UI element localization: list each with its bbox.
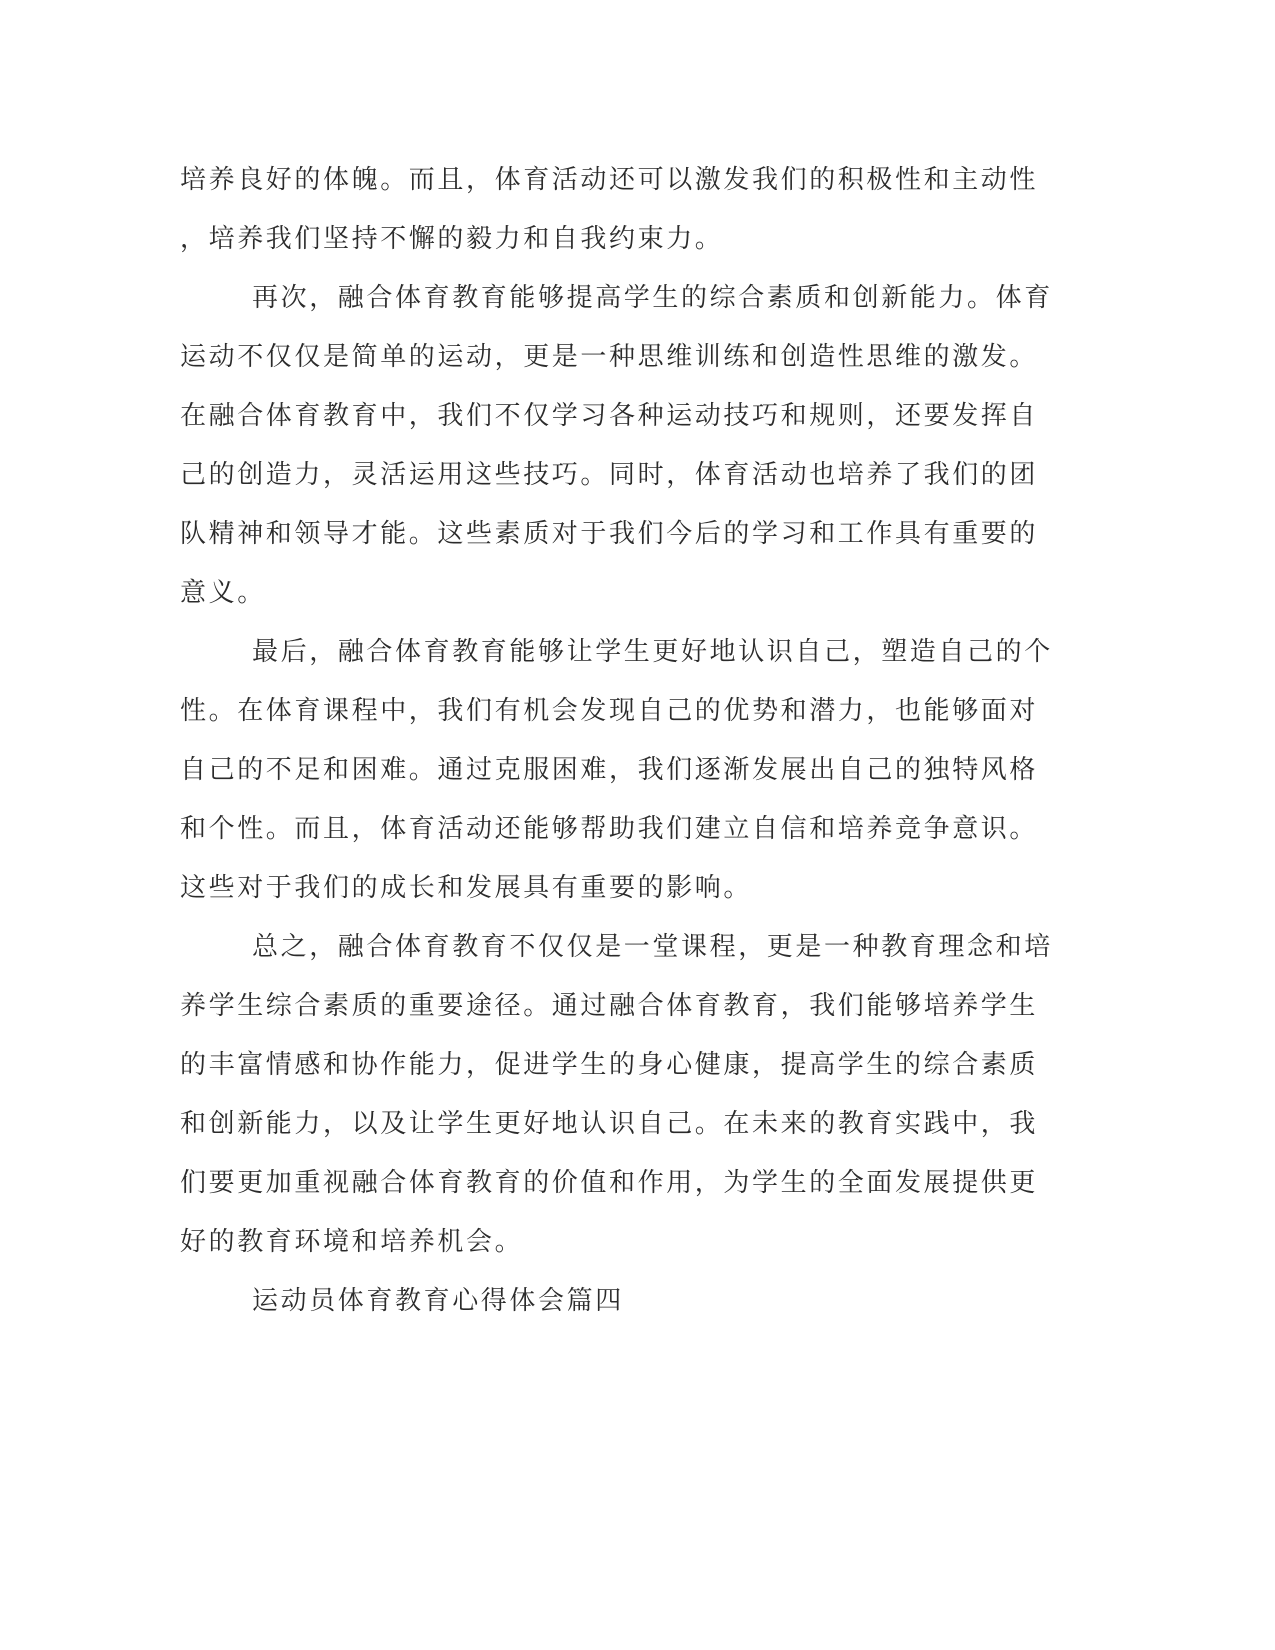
text-line: 培养良好的体魄。而且，体育活动还可以激发我们的积极性和主动性 (180, 165, 1039, 195)
text-line: 在融合体育教育中，我们不仅学习各种运动技巧和规则，还要发挥自 (180, 401, 1039, 431)
text-line: 运动不仅仅是简单的运动，更是一种思维训练和创造性思维的激发。 (180, 342, 1039, 372)
paragraph-first-line: 总之，融合体育教育不仅仅是一堂课程，更是一种教育理念和培 (252, 932, 1053, 962)
text-line: 的丰富情感和协作能力，促进学生的身心健康，提高学生的综合素质 (180, 1050, 1039, 1080)
text-line: 和创新能力，以及让学生更好地认识自己。在未来的教育实践中，我 (180, 1109, 1039, 1139)
text-line: 意义。 (180, 578, 266, 608)
text-line: ，培养我们坚持不懈的毅力和自我约束力。 (180, 224, 724, 254)
text-line: 自己的不足和困难。通过克服困难，我们逐渐发展出自己的独特风格 (180, 755, 1039, 785)
paragraph-first-line: 最后，融合体育教育能够让学生更好地认识自己，塑造自己的个 (252, 637, 1053, 667)
text-line: 这些对于我们的成长和发展具有重要的影响。 (180, 873, 753, 903)
text-line: 养学生综合素质的重要途径。通过融合体育教育，我们能够培养学生 (180, 991, 1039, 1021)
text-line: 们要更加重视融合体育教育的价值和作用，为学生的全面发展提供更 (180, 1168, 1039, 1198)
text-line: 好的教育环境和培养机会。 (180, 1227, 524, 1257)
paragraph-first-line: 再次，融合体育教育能够提高学生的综合素质和创新能力。体育 (252, 283, 1053, 313)
text-line: 己的创造力，灵活运用这些技巧。同时，体育活动也培养了我们的团 (180, 460, 1039, 490)
text-line: 和个性。而且，体育活动还能够帮助我们建立自信和培养竞争意识。 (180, 814, 1039, 844)
section-heading: 运动员体育教育心得体会篇四 (252, 1286, 624, 1316)
text-line: 队精神和领导才能。这些素质对于我们今后的学习和工作具有重要的 (180, 519, 1039, 549)
text-line: 性。在体育课程中，我们有机会发现自己的优势和潜力，也能够面对 (180, 696, 1039, 726)
